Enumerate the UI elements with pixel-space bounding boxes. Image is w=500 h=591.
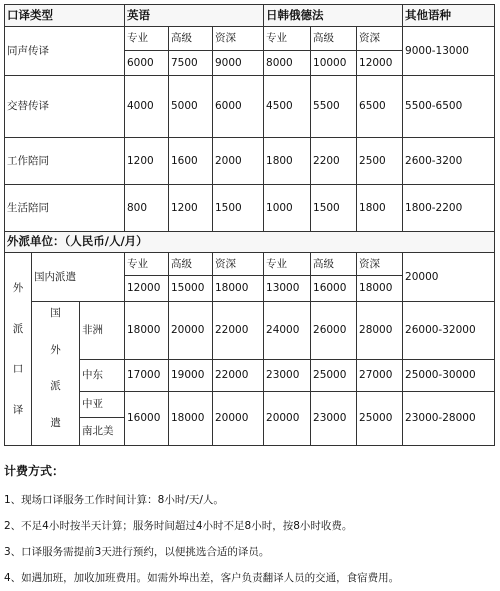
price-cell: 25000 — [357, 392, 403, 446]
row-label-consecutive: 交替传译 — [5, 76, 125, 138]
price-row — [5, 138, 495, 185]
price-cell: 6000 — [125, 51, 169, 76]
price-cell: 22000 — [213, 360, 264, 392]
price-cell: 2000 — [213, 138, 264, 185]
price-cell: 6000 — [213, 76, 264, 138]
level-expert: 资深 — [213, 253, 264, 276]
price-row — [5, 76, 495, 138]
level-senior: 高级 — [169, 253, 213, 276]
price-cell: 13000 — [264, 276, 311, 302]
header-other: 其他语种 — [403, 5, 495, 27]
price-cell: 1500 — [311, 185, 357, 232]
billing-notes — [4, 462, 498, 591]
level-senior: 高级 — [169, 27, 213, 51]
price-cell: 1000 — [264, 185, 311, 232]
price-cell: 26000 — [311, 302, 357, 360]
level-pro: 专业 — [264, 253, 311, 276]
price-cell: 24000 — [264, 302, 311, 360]
price-cell: 18000 — [169, 392, 213, 446]
price-cell: 800 — [125, 185, 169, 232]
price-cell: 2500 — [357, 138, 403, 185]
header-row — [5, 5, 495, 27]
price-cell: 20000 — [213, 392, 264, 446]
billing-note-4: 4、如遇加班，加收加班费用。如需外埠出差，客户负责翻译人员的交通，食宿费用。 — [4, 572, 400, 584]
price-cell: 20000 — [264, 392, 311, 446]
dispatch-unit-row — [5, 232, 495, 253]
level-senior: 高级 — [311, 253, 357, 276]
other-price: 25000-30000 — [403, 360, 495, 392]
price-cell: 17000 — [125, 360, 169, 392]
price-cell: 7500 — [169, 51, 213, 76]
international-dispatch-label: 国 外 派 遣 — [32, 302, 80, 446]
price-cell: 25000 — [311, 360, 357, 392]
price-row — [5, 185, 495, 232]
price-cell: 2200 — [311, 138, 357, 185]
price-cell: 4500 — [264, 76, 311, 138]
price-cell: 18000 — [357, 276, 403, 302]
region-middle-east: 中东 — [80, 360, 125, 392]
price-table-container — [4, 4, 495, 446]
region-africa: 非洲 — [80, 302, 125, 360]
billing-note-1: 1、现场口译服务工作时间计算：8小时/天/人。 — [4, 494, 224, 506]
price-cell: 9000 — [213, 51, 264, 76]
price-cell: 22000 — [213, 302, 264, 360]
price-cell: 4000 — [125, 76, 169, 138]
price-cell: 1500 — [213, 185, 264, 232]
price-cell: 15000 — [169, 276, 213, 302]
level-expert: 资深 — [357, 27, 403, 51]
price-cell: 8000 — [264, 51, 311, 76]
billing-note-2: 2、不足4小时按半天计算；服务时间超过4小时不足8小时，按8小时收费。 — [4, 520, 353, 532]
level-row — [5, 27, 495, 51]
price-cell: 5000 — [169, 76, 213, 138]
outer-dispatch-label: 外 派 口 译 — [5, 253, 32, 446]
row-label-simultaneous: 同声传译 — [5, 27, 125, 76]
price-cell: 5500 — [311, 76, 357, 138]
level-senior: 高级 — [311, 27, 357, 51]
price-cell: 1200 — [169, 185, 213, 232]
row-label-domestic: 国内派遣 — [32, 253, 125, 302]
price-cell: 27000 — [357, 360, 403, 392]
price-cell: 6500 — [357, 76, 403, 138]
price-cell: 1200 — [125, 138, 169, 185]
price-cell: 1800 — [357, 185, 403, 232]
row-label-life-escort: 生活陪同 — [5, 185, 125, 232]
region-americas: 南北美 — [80, 418, 125, 446]
level-expert: 资深 — [213, 27, 264, 51]
price-row — [5, 302, 495, 360]
price-cell: 18000 — [213, 276, 264, 302]
price-cell: 23000 — [264, 360, 311, 392]
header-category: 口译类型 — [5, 5, 125, 27]
price-cell: 10000 — [311, 51, 357, 76]
price-cell: 18000 — [125, 302, 169, 360]
price-cell: 19000 — [169, 360, 213, 392]
other-price: 23000-28000 — [403, 392, 495, 446]
dispatch-unit-title: 外派单位：（人民币/人/月） — [5, 232, 495, 253]
header-english: 英语 — [125, 5, 264, 27]
interpretation-price-table — [4, 4, 495, 446]
level-pro: 专业 — [125, 27, 169, 51]
price-cell: 1800 — [264, 138, 311, 185]
other-price: 5500-6500 — [403, 76, 495, 138]
region-central-asia: 中亚 — [80, 392, 125, 418]
other-price: 9000-13000 — [403, 27, 495, 76]
billing-notes-title: 计费方式： — [4, 464, 65, 478]
level-pro: 专业 — [264, 27, 311, 51]
other-price: 20000 — [403, 253, 495, 302]
price-cell: 28000 — [357, 302, 403, 360]
price-cell: 1600 — [169, 138, 213, 185]
price-cell: 23000 — [311, 392, 357, 446]
price-cell: 12000 — [125, 276, 169, 302]
price-cell: 20000 — [169, 302, 213, 360]
level-pro: 专业 — [125, 253, 169, 276]
row-label-work-escort: 工作陪同 — [5, 138, 125, 185]
billing-note-3: 3、口译服务需提前3天进行预约，以便挑选合适的译员。 — [4, 546, 270, 558]
other-price: 2600-3200 — [403, 138, 495, 185]
other-price: 26000-32000 — [403, 302, 495, 360]
price-cell: 16000 — [125, 392, 169, 446]
level-row — [5, 253, 495, 276]
level-expert: 资深 — [357, 253, 403, 276]
other-price: 1800-2200 — [403, 185, 495, 232]
price-cell: 12000 — [357, 51, 403, 76]
header-jkrgf: 日韩俄德法 — [264, 5, 403, 27]
price-cell: 16000 — [311, 276, 357, 302]
